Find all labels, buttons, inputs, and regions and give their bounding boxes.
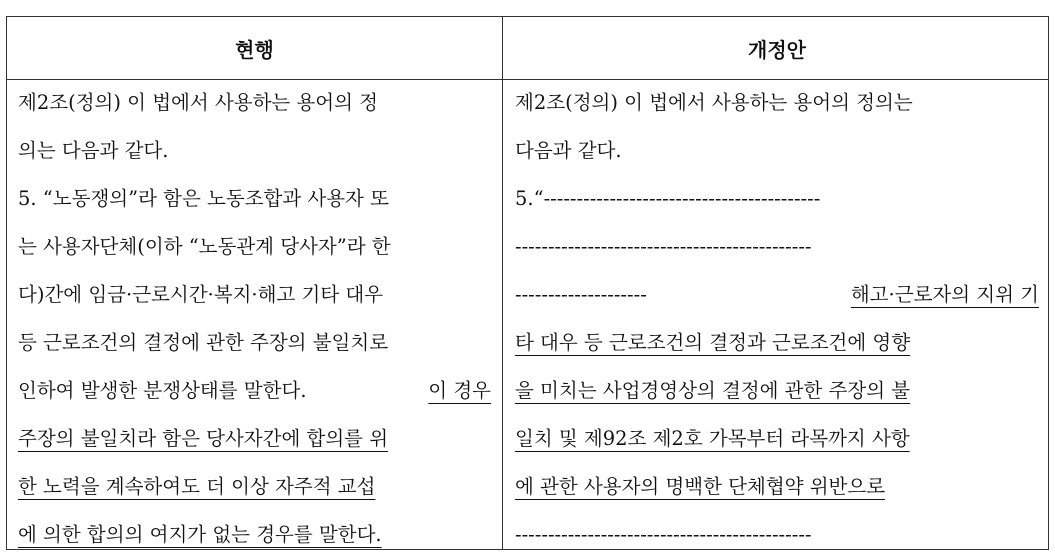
header-current: 현행 bbox=[235, 37, 274, 62]
amendment-line bbox=[515, 513, 1039, 557]
current-line bbox=[18, 225, 491, 269]
amendment-line bbox=[515, 129, 1039, 173]
amendment-line-underlined-text: 을 미치는 사업경영상의 결정에 관한 주장의 불 bbox=[515, 379, 911, 402]
amendment-line bbox=[515, 321, 1039, 365]
current-line-text: 다)간에 임금·근로시간·복지·해고 기타 대우 bbox=[18, 283, 384, 306]
current-line bbox=[18, 273, 491, 317]
current-line-underlined-text: 에 의한 합의의 여지가 없는 경우를 말한다. bbox=[18, 523, 382, 546]
amendment-dash-line: --------------------------------------------- bbox=[515, 523, 812, 546]
amendment-line-underlined-text: 일치 및 제92조 제2호 가목부터 라목까지 사항 bbox=[515, 427, 910, 450]
current-line bbox=[18, 465, 491, 509]
current-line bbox=[18, 369, 491, 413]
amendment-line bbox=[515, 273, 1039, 317]
amendment-line bbox=[515, 465, 1039, 509]
amendment-line-text: 다음과 같다. bbox=[515, 139, 622, 162]
amendment-line-underlined-text: 해고·근로자의 지위 기 bbox=[850, 283, 1039, 306]
amendment-line bbox=[515, 417, 1039, 461]
current-line-text: 인하여 발생한 분쟁상태를 말한다. bbox=[18, 379, 307, 402]
current-line-text: 제2조(정의) 이 법에서 사용하는 용어의 정 bbox=[18, 91, 379, 114]
current-line bbox=[18, 513, 491, 557]
current-line-underlined-text: 이 경우 bbox=[428, 379, 491, 402]
current-line-underlined-text: 한 노력을 계속하여도 더 이상 자주적 교섭 bbox=[18, 475, 376, 498]
current-line bbox=[18, 81, 491, 125]
current-line-text: 의는 다음과 같다. bbox=[18, 139, 169, 162]
amendment-line bbox=[515, 177, 1039, 221]
comparison-table bbox=[6, 16, 1049, 550]
current-line-text: 는 사용자단체(이하 “노동관계 당사자”라 한 bbox=[18, 235, 391, 258]
current-line bbox=[18, 177, 491, 221]
current-line bbox=[18, 417, 491, 461]
current-line-text: 5. “노동쟁의”라 함은 노동조합과 사용자 또 bbox=[18, 187, 389, 210]
amendment-dash-line: --------------------------------------------- bbox=[515, 235, 812, 258]
current-line-underlined-text: 주장의 불일치라 함은 당사자간에 합의를 위 bbox=[18, 427, 389, 450]
amendment-line bbox=[515, 225, 1039, 269]
amendment-line-underlined-text: 타 대우 등 근로조건의 결정과 근로조건에 영향 bbox=[515, 331, 911, 354]
current-line bbox=[18, 321, 491, 365]
amendment-line bbox=[515, 369, 1039, 413]
current-line-text: 등 근로조건의 결정에 관한 주장의 불일치로 bbox=[18, 331, 389, 354]
header-amendment: 개정안 bbox=[748, 37, 806, 62]
amendment-dash-line: -------------------- bbox=[515, 283, 647, 306]
column-divider bbox=[502, 17, 503, 549]
amendment-line-underlined-text: 에 관한 사용자의 명백한 단체협약 위반으로 bbox=[515, 475, 886, 498]
amendment-dash-line: 5.“------------------------------------------ bbox=[515, 187, 821, 210]
header-divider bbox=[7, 79, 1048, 80]
current-line bbox=[18, 129, 491, 173]
amendment-line-text: 제2조(정의) 이 법에서 사용하는 용어의 정의는 bbox=[515, 91, 913, 114]
amendment-line bbox=[515, 81, 1039, 125]
